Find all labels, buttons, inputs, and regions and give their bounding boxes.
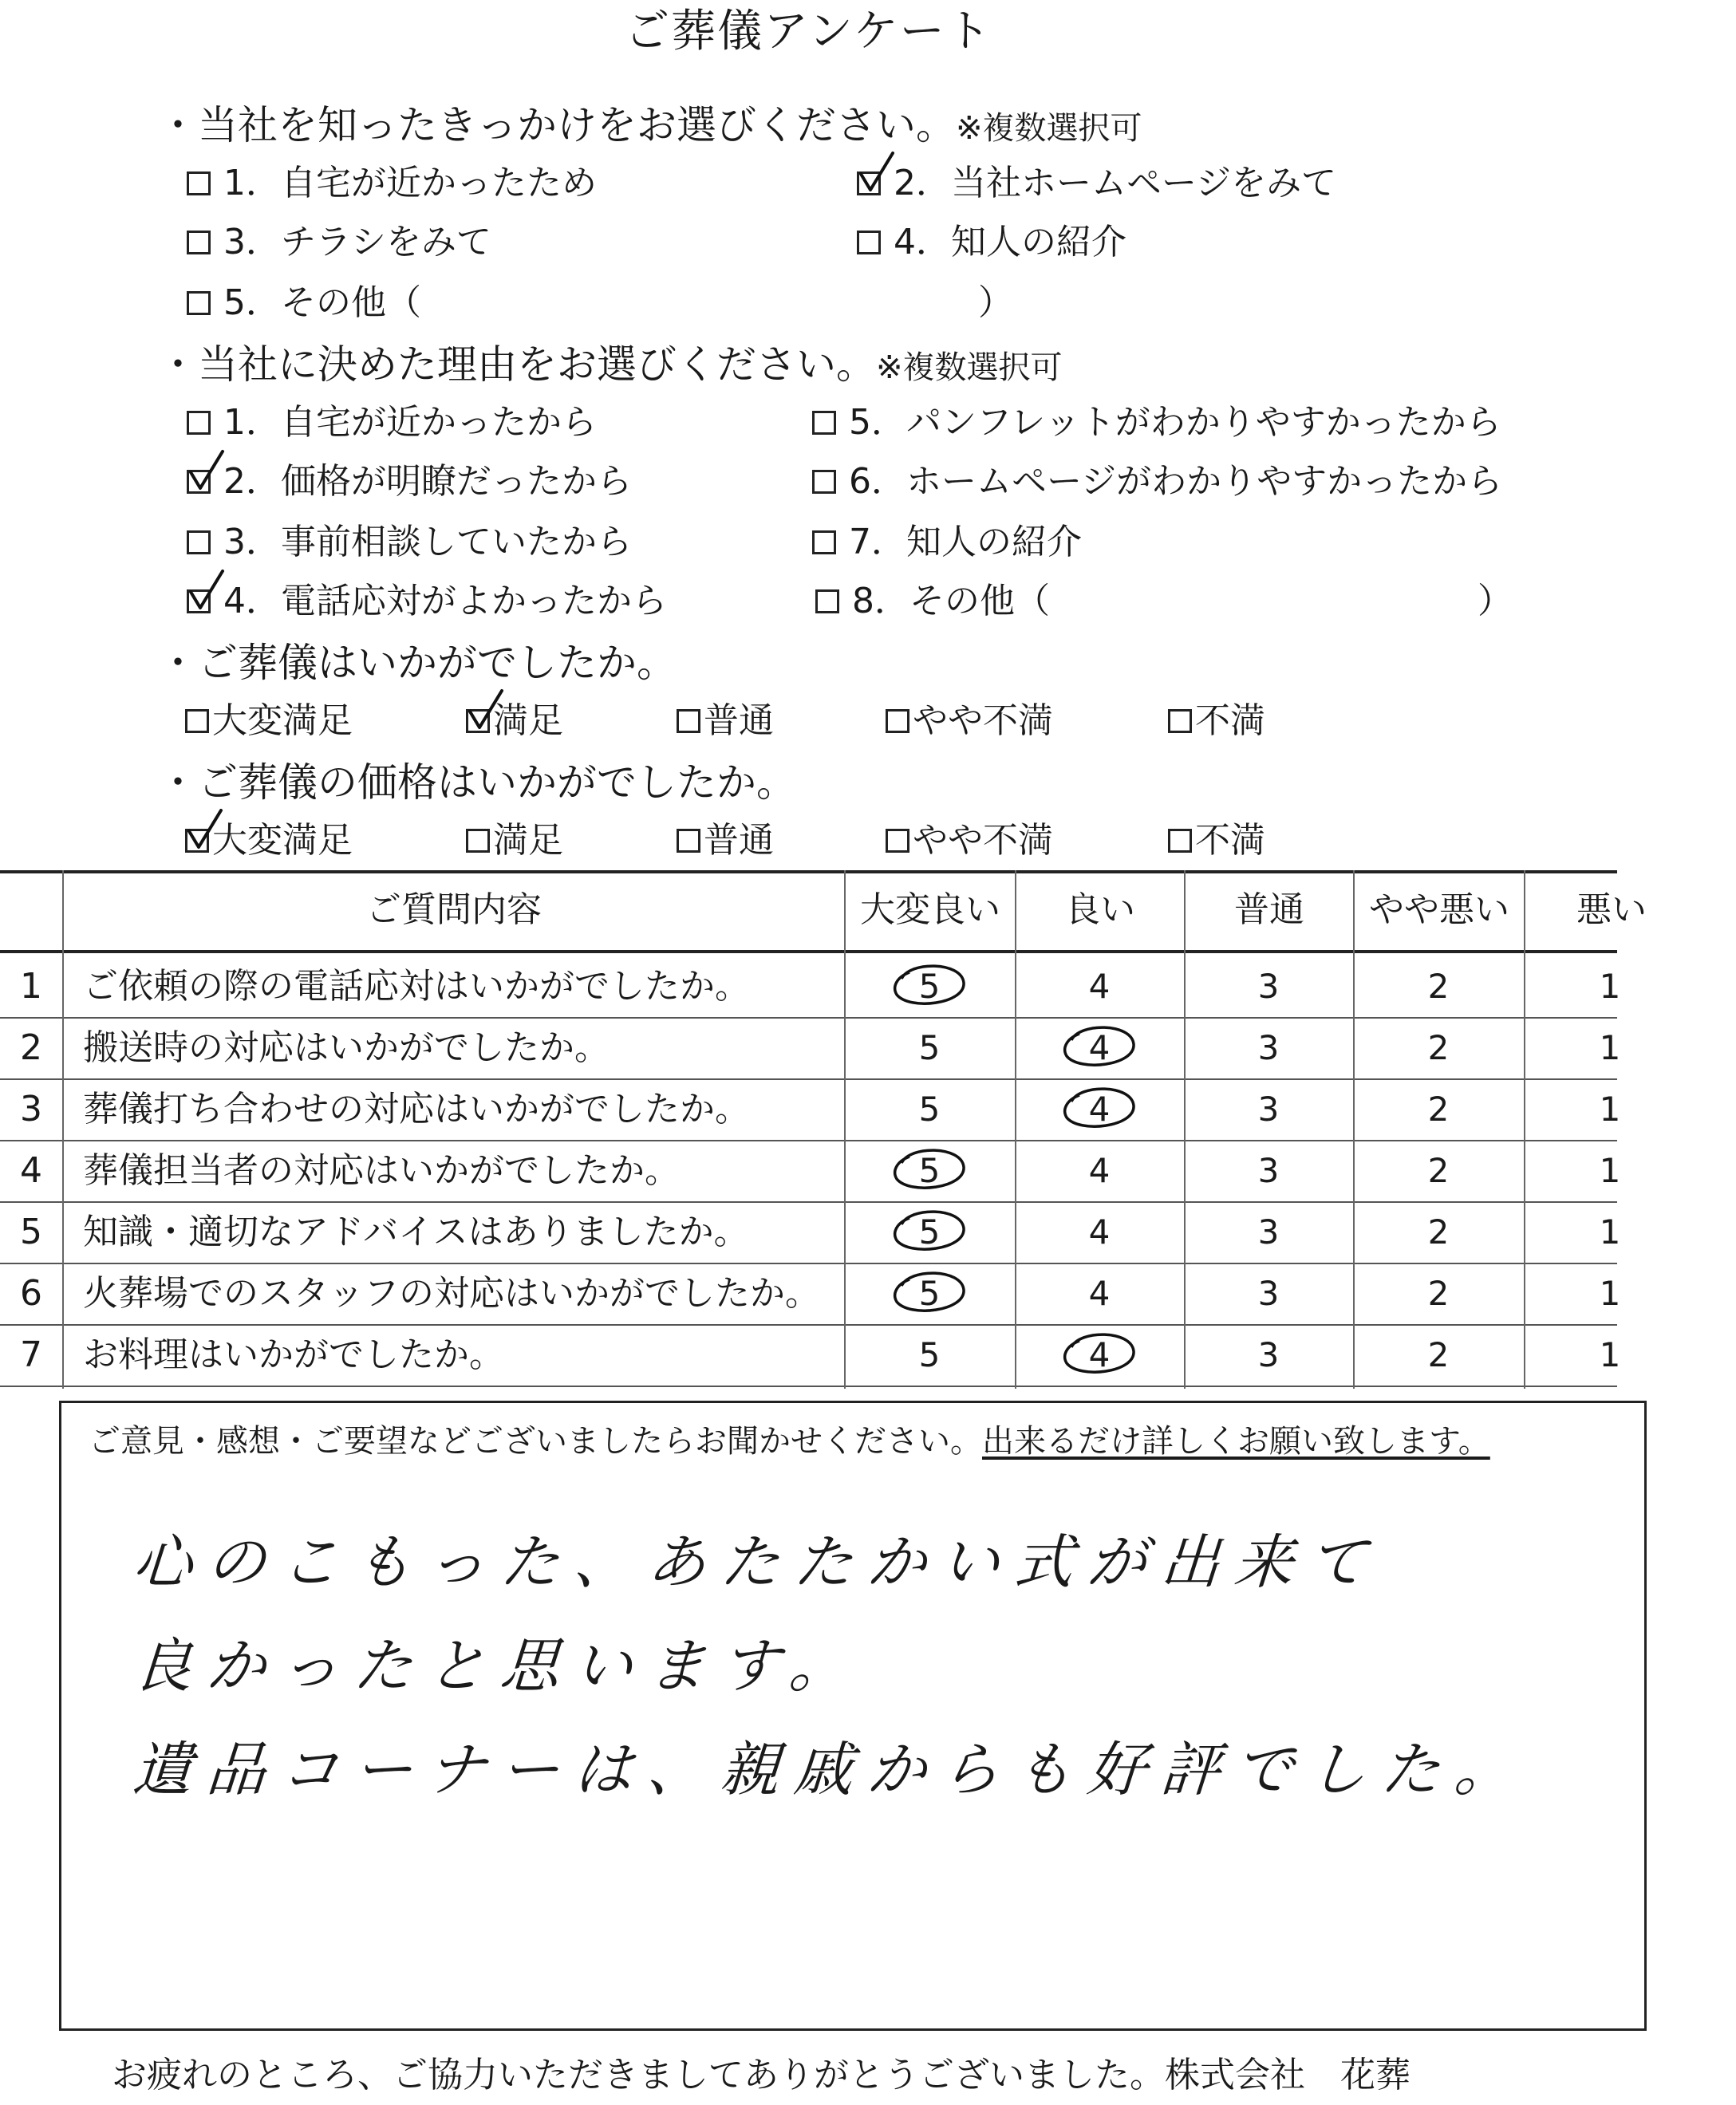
q1-option-3[interactable] xyxy=(187,219,491,266)
rating-option-3[interactable]: 3 xyxy=(1257,1212,1280,1252)
checkbox[interactable] xyxy=(187,291,211,315)
option-label: 1．自宅が近かったから xyxy=(223,402,597,443)
rating-table xyxy=(0,870,1647,1389)
handwritten-line: 遺品コーナーは、親戚からも好評でした。 xyxy=(130,1736,1531,1804)
checkmark-icon xyxy=(184,807,223,849)
q2-option-3[interactable] xyxy=(187,518,632,566)
rating-option-1[interactable]: 1 xyxy=(1599,1274,1621,1313)
checkbox[interactable] xyxy=(857,231,881,254)
q2-option-7[interactable] xyxy=(812,518,1082,566)
option-label: 2．当社ホームページをみて xyxy=(894,163,1337,203)
header-good: 良い xyxy=(1065,889,1135,930)
q2-option-4[interactable] xyxy=(187,577,667,625)
q1-option-1[interactable] xyxy=(187,160,597,207)
option-label: 1．自宅が近かったため xyxy=(223,163,597,203)
rating-option-2[interactable]: 2 xyxy=(1427,1212,1450,1252)
comment-prompt xyxy=(89,1417,1490,1465)
q3-option-2[interactable] xyxy=(466,697,563,745)
row-number: 1 xyxy=(20,966,42,1007)
rating-option-1[interactable]: 1 xyxy=(1599,1212,1621,1252)
checkbox[interactable] xyxy=(466,829,490,853)
checkmark-icon xyxy=(186,568,224,609)
checkmark-icon xyxy=(465,688,503,729)
q4-option-1[interactable] xyxy=(185,817,353,865)
rating-option-4[interactable]: 4 xyxy=(1088,1028,1111,1067)
rating-option-3[interactable]: 3 xyxy=(1257,1151,1280,1190)
option-label: 満足 xyxy=(493,820,563,861)
rating-option-2[interactable]: 2 xyxy=(1427,967,1450,1006)
checkbox[interactable] xyxy=(812,470,836,494)
checkbox[interactable] xyxy=(677,829,700,853)
header-question: ご質問内容 xyxy=(366,889,542,930)
row-number: 6 xyxy=(20,1273,42,1314)
rating-option-3[interactable]: 3 xyxy=(1257,1274,1280,1313)
option-label: やや不満 xyxy=(913,700,1053,741)
rating-option-4[interactable]: 4 xyxy=(1088,1151,1111,1190)
checkbox[interactable] xyxy=(857,171,881,195)
rating-option-1[interactable]: 1 xyxy=(1599,967,1621,1006)
row-question: お料理はいかがでしたか。 xyxy=(83,1334,504,1375)
table-border-bottom xyxy=(0,1386,1617,1387)
row-question: 葬儀打ち合わせの対応はいかがでしたか。 xyxy=(83,1089,750,1129)
option-label: 普通 xyxy=(704,700,774,741)
option-label: 3．事前相談していたから xyxy=(223,522,632,562)
q1-note: ※複数選択可 xyxy=(956,110,1142,147)
q2-question xyxy=(158,337,1063,396)
col-divider xyxy=(1184,870,1186,1389)
checkmark-icon xyxy=(856,150,894,191)
q2-option-5[interactable] xyxy=(812,399,1501,447)
rating-option-5[interactable]: 5 xyxy=(918,1090,941,1129)
q2-option-2[interactable] xyxy=(187,458,632,506)
col-divider xyxy=(62,870,64,1389)
q2-question-text: ・当社に決めた理由をお選びください。 xyxy=(158,341,876,388)
option-label: 3．チラシをみて xyxy=(223,222,491,262)
rating-option-4[interactable]: 4 xyxy=(1088,1212,1111,1252)
checkbox[interactable] xyxy=(466,709,490,733)
row-number: 2 xyxy=(20,1027,42,1068)
option-label: 7．知人の紹介 xyxy=(849,522,1082,562)
rating-option-1[interactable]: 1 xyxy=(1599,1028,1621,1067)
rating-option-2[interactable]: 2 xyxy=(1427,1335,1450,1374)
checkbox[interactable] xyxy=(185,829,209,853)
page-title: ご葬儀アンケート xyxy=(625,6,992,57)
option-label: 大変満足 xyxy=(212,700,353,741)
table-border-top xyxy=(0,870,1617,873)
checkbox[interactable] xyxy=(185,709,209,733)
rating-option-2[interactable]: 2 xyxy=(1427,1151,1450,1190)
checkbox[interactable] xyxy=(187,530,211,554)
option-label: 6．ホームページがわかりやすかったから xyxy=(849,461,1503,502)
rating-option-2[interactable]: 2 xyxy=(1427,1274,1450,1313)
checkbox[interactable] xyxy=(886,829,909,853)
row-number: 3 xyxy=(20,1089,42,1129)
checkbox[interactable] xyxy=(187,589,211,613)
rating-option-4[interactable]: 4 xyxy=(1088,1274,1111,1313)
option-label: 不満 xyxy=(1195,700,1265,741)
checkbox[interactable] xyxy=(1168,709,1192,733)
q1-option-2[interactable] xyxy=(857,160,1336,207)
option-label: やや不満 xyxy=(913,820,1053,861)
q3-option-4[interactable] xyxy=(886,697,1053,745)
q3-option-1[interactable] xyxy=(185,697,353,745)
q3-option-3[interactable] xyxy=(677,697,774,745)
q4-option-2[interactable] xyxy=(466,817,563,865)
option-label: 満足 xyxy=(493,700,563,741)
rating-option-1[interactable]: 1 xyxy=(1599,1335,1621,1374)
header-bad: 悪い xyxy=(1576,889,1647,930)
q1-question xyxy=(158,97,1142,156)
rating-option-4[interactable]: 4 xyxy=(1088,967,1111,1006)
option-label: 不満 xyxy=(1195,820,1265,861)
checkbox[interactable] xyxy=(1168,829,1192,853)
option-label: 8．その他（ xyxy=(852,581,1050,621)
row-number: 4 xyxy=(20,1150,42,1191)
col-divider xyxy=(1524,870,1525,1389)
row-question: 搬送時の対応はいかがでしたか。 xyxy=(83,1027,610,1068)
q2-option-1[interactable] xyxy=(187,399,597,447)
rating-option-1[interactable]: 1 xyxy=(1599,1151,1621,1190)
col-divider xyxy=(1353,870,1355,1389)
table-header-rule xyxy=(0,950,1617,953)
q4-option-5[interactable] xyxy=(1168,817,1265,865)
option-label: 4．知人の紹介 xyxy=(894,222,1126,262)
rating-option-5[interactable]: 5 xyxy=(918,1335,941,1374)
q1-other-close: ） xyxy=(978,282,1013,323)
rating-option-5[interactable]: 5 xyxy=(918,1028,941,1067)
checkbox[interactable] xyxy=(812,530,836,554)
rating-option-2[interactable]: 2 xyxy=(1427,1090,1450,1129)
q4-option-4[interactable] xyxy=(886,817,1053,865)
col-divider xyxy=(1015,870,1016,1389)
row-question: 葬儀担当者の対応はいかがでしたか。 xyxy=(83,1150,680,1191)
rating-option-3[interactable]: 3 xyxy=(1257,967,1280,1006)
header-average: 普通 xyxy=(1234,889,1304,930)
q3-question: ・ご葬儀はいかがでしたか。 xyxy=(158,640,677,686)
q1-question-text: ・当社を知ったきっかけをお選びください。 xyxy=(158,102,956,148)
footer-thanks: お疲れのところ、ご協力いただきましてありがとうございました。株式会社 花葬 xyxy=(112,2055,1410,2095)
rating-option-3[interactable]: 3 xyxy=(1257,1090,1280,1129)
checkbox[interactable] xyxy=(815,589,839,613)
option-label: 5．その他（ xyxy=(223,282,421,323)
rating-option-5[interactable]: 5 xyxy=(918,1274,941,1313)
rating-option-4[interactable]: 4 xyxy=(1088,1335,1111,1374)
option-label: 5．パンフレットがわかりやすかったから xyxy=(849,402,1501,443)
rating-option-2[interactable]: 2 xyxy=(1427,1028,1450,1067)
q2-option-8[interactable] xyxy=(815,577,1050,625)
rating-option-1[interactable]: 1 xyxy=(1599,1090,1621,1129)
handwritten-line: 心のこもった、あたたかい式が出来て xyxy=(130,1528,1384,1597)
checkbox[interactable] xyxy=(187,231,211,254)
q1-option-5[interactable] xyxy=(187,279,421,327)
col-divider xyxy=(844,870,846,1389)
row-number: 7 xyxy=(20,1334,42,1375)
row-number: 5 xyxy=(20,1212,42,1252)
rating-option-4[interactable]: 4 xyxy=(1088,1090,1111,1129)
checkbox[interactable] xyxy=(187,470,211,494)
rating-option-3[interactable]: 3 xyxy=(1257,1028,1280,1067)
option-label: 4．電話応対がよかったから xyxy=(223,581,667,621)
rating-option-5[interactable]: 5 xyxy=(918,967,941,1006)
option-label: 大変満足 xyxy=(212,820,353,861)
header-somewhat-bad: やや悪い xyxy=(1369,889,1509,930)
option-label: 2．価格が明瞭だったから xyxy=(223,461,632,502)
checkbox[interactable] xyxy=(677,709,700,733)
rating-option-5[interactable]: 5 xyxy=(918,1212,941,1252)
q2-note: ※複数選択可 xyxy=(876,349,1063,386)
row-question: ご依頼の際の電話応対はいかがでしたか。 xyxy=(83,966,750,1007)
option-label: 普通 xyxy=(704,820,774,861)
checkbox[interactable] xyxy=(812,411,836,435)
q4-option-3[interactable] xyxy=(677,817,774,865)
handwritten-line: 良かったと思います。 xyxy=(130,1632,866,1701)
checkbox[interactable] xyxy=(187,411,211,435)
q4-question: ・ご葬儀の価格はいかがでしたか。 xyxy=(158,759,796,806)
q3-option-5[interactable] xyxy=(1168,697,1265,745)
q2-other-close: ） xyxy=(1478,581,1513,621)
comment-box[interactable] xyxy=(59,1401,1647,2031)
checkbox[interactable] xyxy=(886,709,909,733)
row-question: 火葬場でのスタッフの対応はいかがでしたか。 xyxy=(83,1273,820,1314)
q2-option-6[interactable] xyxy=(812,458,1502,506)
checkmark-icon xyxy=(186,448,224,490)
q1-option-4[interactable] xyxy=(857,219,1126,266)
comment-prompt-text: ご意見・感想・ご要望などございましたらお聞かせください。 xyxy=(89,1423,982,1460)
row-question: 知識・適切なアドバイスはありましたか。 xyxy=(83,1212,749,1252)
rating-option-3[interactable]: 3 xyxy=(1257,1335,1280,1374)
rating-option-5[interactable]: 5 xyxy=(918,1151,941,1190)
header-very-good: 大変良い xyxy=(860,889,1000,930)
checkbox[interactable] xyxy=(187,171,211,195)
comment-prompt-emphasis: 出来るだけ詳しくお願い致します。 xyxy=(982,1423,1490,1460)
